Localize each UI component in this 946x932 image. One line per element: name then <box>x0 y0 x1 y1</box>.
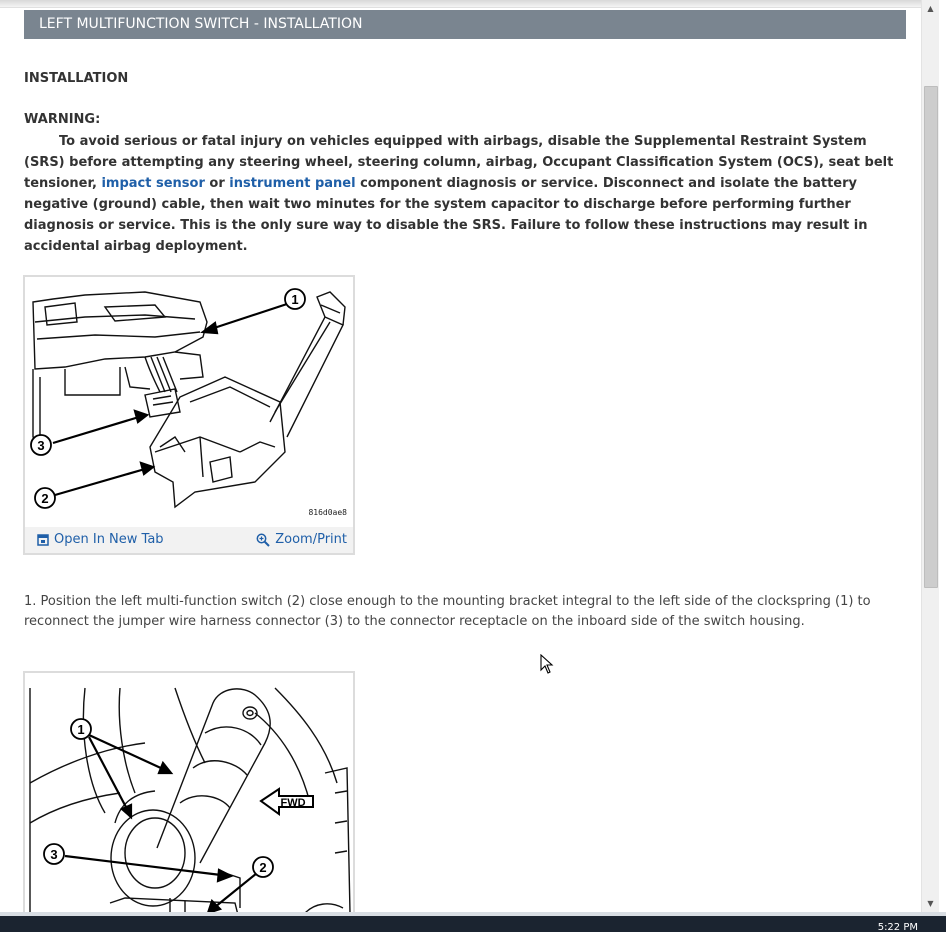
callout-2 <box>253 857 273 877</box>
figure-code: 816d0ae8 <box>308 508 347 517</box>
figure-multifunction-switch-position <box>23 671 355 912</box>
open-in-new-tab-label: Open In New Tab <box>54 532 164 547</box>
zoom-print-label: Zoom/Print <box>275 532 347 547</box>
fwd-label: FWD <box>280 797 306 809</box>
taskbar-shelf <box>0 912 946 916</box>
diagram-switch-connector <box>25 277 353 527</box>
mouse-pointer-icon <box>540 654 554 674</box>
vertical-scrollbar[interactable] <box>921 0 939 912</box>
callout-1 <box>71 719 91 739</box>
callout-1 <box>285 289 305 309</box>
window-edge <box>939 0 946 912</box>
diagram-switch-position <box>25 673 353 912</box>
warning-text-between: or <box>204 176 230 191</box>
figure-toolbar <box>25 527 353 553</box>
magnifier-zoom-icon <box>256 533 270 547</box>
impact-sensor-link[interactable]: impact sensor <box>101 176 205 191</box>
svg-text:3: 3 <box>37 438 45 453</box>
svg-text:3: 3 <box>50 847 58 862</box>
scroll-down-button[interactable]: ▼ <box>927 899 934 908</box>
scrollbar-thumb[interactable] <box>924 86 938 588</box>
zoom-print-button[interactable] <box>256 532 347 547</box>
svg-text:2: 2 <box>41 491 49 506</box>
scroll-up-button[interactable]: ▲ <box>927 4 934 13</box>
top-edge <box>0 0 921 8</box>
warning-text-part1: To avoid serious or fatal injury on vehicles equipped with airbags, disable the Supplemental Restraint System (SRS) before attempting any steering wheel, steering column, airbag, Occupant Classification System (OCS), seat belt tensioner, <box>24 134 894 191</box>
svg-text:1: 1 <box>291 292 299 307</box>
fwd-arrow <box>261 789 313 814</box>
open-new-tab-icon <box>37 534 49 546</box>
callout-2 <box>35 488 55 508</box>
callout-3 <box>44 844 64 864</box>
open-in-new-tab-button[interactable] <box>37 532 164 547</box>
svg-text:2: 2 <box>259 860 267 875</box>
warning-label: WARNING: <box>24 112 101 127</box>
svg-text:1: 1 <box>77 722 85 737</box>
instrument-panel-link[interactable]: instrument panel <box>229 176 356 191</box>
page-title: LEFT MULTIFUNCTION SWITCH - INSTALLATION <box>24 10 906 39</box>
step-1-text: 1. Position the left multi-function switch (2) close enough to the mounting bracket integral to the left side of the clockspring (1) to reconnect the jumper wire harness connector (3) to the connector receptacle on the inboard side of the switch housing. <box>24 594 871 629</box>
figure-multifunction-switch-connector <box>23 275 355 555</box>
section-heading: INSTALLATION <box>24 71 129 86</box>
taskbar-clock[interactable]: 5:22 PM <box>877 922 918 932</box>
callout-3 <box>31 435 51 455</box>
warning-text <box>24 131 908 257</box>
taskbar <box>0 912 946 932</box>
warning-text-part2: component diagnosis or service. Disconnect and isolate the battery negative (ground) cable, then wait two minutes for the system capacitor to discharge before performing further diagnosis or service. This is the only sure way to disable the SRS. Failure to follow these instructions may result in accidental airbag deployment. <box>24 176 868 254</box>
